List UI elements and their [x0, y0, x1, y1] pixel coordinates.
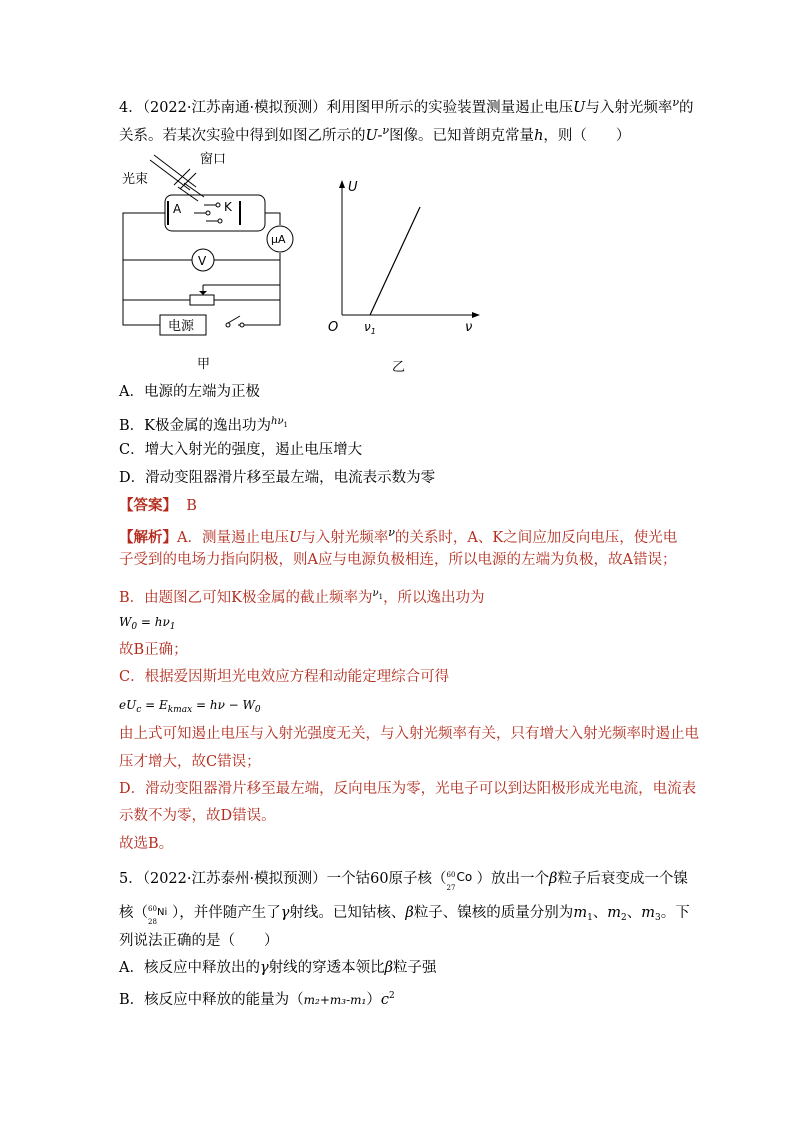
q5-stem-line3: 列说法正确的是（ ） — [119, 933, 279, 949]
q5-stem-line2: 核（ 60 28 Ni ），并伴随产生了γ射线。已知钴核、β粒子、镍核的质量分别为$m_1$、$m_2$、$m_3$。下 — [119, 905, 690, 926]
q4-explanation-line2: 子受到的电场力指向阴极，则A应与电源负极相连，所以电源的左端为负极，故A错误； — [119, 552, 677, 568]
q4-explanation-line3: B．由题图乙可知K极金属的截止频率为$^{\nu 1}$，所以逸出功为 — [119, 588, 485, 606]
light-beam — [150, 155, 204, 201]
q4-explanation-line10: 故选B。 — [119, 836, 174, 852]
fig1-cathode-label: K — [224, 200, 232, 214]
q4-option-a: A．电源的左端为正极 — [119, 384, 260, 400]
q4-explanation-line4: 故B正确； — [119, 642, 188, 658]
figure-circuit — [110, 145, 300, 380]
q5-option-a: A．核反应中释放出的γ射线的穿透本领比β粒子强 — [119, 960, 437, 976]
fig1-power-label: 电源 — [168, 319, 195, 334]
fig2-caption: 乙 — [392, 360, 406, 375]
fig1-voltmeter-label: V — [198, 254, 207, 268]
ni-nuclide: 60 28 Ni — [148, 905, 168, 926]
q4-explanation-line7: 压才增大，故C错误； — [119, 754, 261, 770]
q4-option-c: C．增大入射光的强度，遏止电压增大 — [119, 442, 363, 458]
y-axis-label: U — [348, 180, 358, 195]
q5-stem-line1: 5．（2022·江苏泰州·模拟预测）一个钴60原子核（ 60 27 Co ）放出一个β粒子后衰变成一个镍 — [119, 870, 688, 892]
q4-explanation-line8: D．滑动变阻器滑片移至最左端，反向电压为零，光电子可以到达阳极形成光电流，电流表 — [119, 781, 697, 797]
q5-option-b: B．核反应中释放的能量为$(m_2+m_3-m_1)c^2$ — [119, 991, 395, 1008]
figure-graph — [320, 175, 490, 380]
co-nuclide: 60 27 Co — [446, 870, 473, 892]
formula-work-function: $W_0 = h\nu_1$ — [119, 615, 176, 632]
q4-explanation-line5: C．根据爱因斯坦光电效应方程和动能定理综合可得 — [119, 669, 450, 685]
formula-photoelectric: $eU_c = E_{kmax} = h\nu - W_0$ — [119, 698, 261, 715]
fig1-beam-label: 光束 — [122, 172, 149, 187]
q4-answer: 【答案】 B — [119, 497, 197, 514]
switch — [226, 316, 244, 327]
fig1-caption: 甲 — [197, 357, 211, 372]
fig1-anode-label: A — [173, 202, 182, 216]
fig1-window-label: 窗口 — [200, 152, 227, 167]
q4-option-d: D．滑动变阻器滑片移至最左端，电流表示数为零 — [119, 470, 436, 486]
q4-explanation-line1: 【解析】A．测量遏止电压U与入射光频率$^\nu$的关系时，A、K之间应加反向电压，使光电 — [119, 526, 678, 546]
q4-explanation-line6: 由上式可知遏止电压与入射光强度无关，与入射光频率有关，只有增大入射光频率时遏止电 — [119, 726, 699, 742]
rheostat — [190, 295, 214, 305]
origin-label: O — [328, 320, 339, 335]
nu1-label: $\nu_1$ — [364, 320, 376, 336]
q4-stem-line1: 4．（2022·江苏南通·模拟预测）利用图甲所示的实验装置测量遏止电压U与入射光频率$^\nu$的 — [119, 96, 694, 116]
x-axis-label: ν — [465, 320, 473, 335]
q4-explanation-line9: 示数不为零，故D错误。 — [119, 808, 276, 824]
fig1-microammeter-label: μA — [271, 233, 286, 246]
electron-arrows — [194, 203, 222, 223]
q4-stem-line2: 关系。若某次实验中得到如图乙所示的U-$^\nu$图像。已知普朗克常量h，则（ ） — [119, 124, 631, 144]
graph-line — [370, 207, 420, 315]
q4-option-b: B．K极金属的逸出功为$^{h\nu 1}$ — [119, 416, 288, 434]
